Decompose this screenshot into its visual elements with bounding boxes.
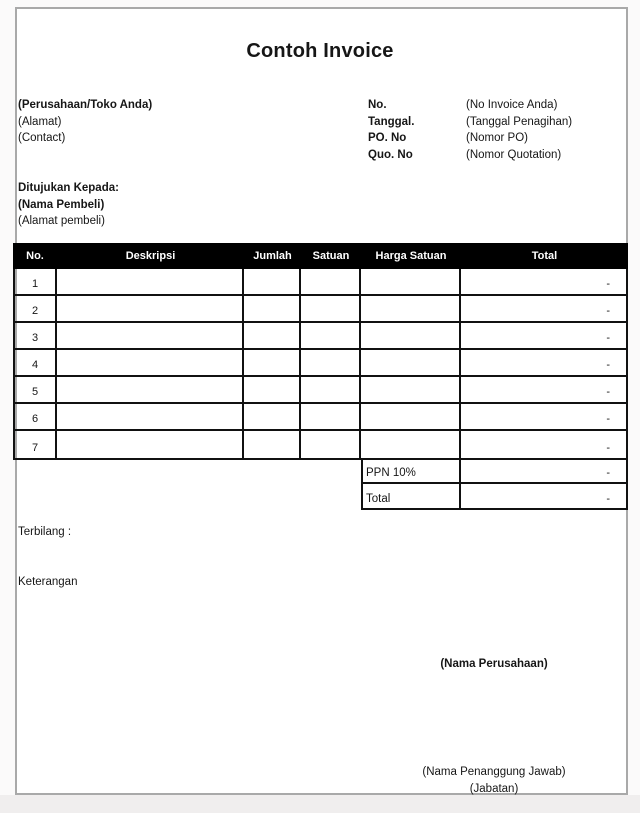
seller-address: (Alamat) — [18, 115, 62, 128]
item-satuan — [301, 296, 361, 321]
signer-name: (Nama Penanggung Jawab) — [422, 766, 566, 778]
seller-block — [18, 97, 152, 147]
item-total: - — [606, 413, 610, 425]
recipient-heading: Ditujukan Kepada: — [18, 182, 119, 194]
items-table-header — [13, 243, 628, 269]
item-total: - — [606, 359, 610, 371]
item-harga-satuan — [361, 269, 461, 294]
item-satuan — [301, 269, 361, 294]
item-total: - — [606, 278, 610, 290]
ppn-value: - — [606, 467, 610, 479]
meta-value-quo-no: (Nomor Quotation) — [466, 148, 562, 161]
item-total: - — [606, 442, 610, 454]
table-row — [15, 350, 626, 377]
signer-block — [374, 764, 614, 797]
recipient-name: (Nama Pembeli) — [18, 198, 105, 211]
item-jumlah — [244, 377, 301, 402]
item-jumlah — [244, 323, 301, 348]
item-harga-satuan — [361, 296, 461, 321]
item-no: 3 — [15, 323, 57, 348]
item-total: - — [606, 332, 610, 344]
item-satuan — [301, 350, 361, 375]
page-title: Contoh Invoice — [246, 40, 394, 62]
meta-value-tanggal: (Tanggal Penagihan) — [466, 115, 573, 128]
item-deskripsi — [57, 296, 244, 321]
item-deskripsi — [57, 377, 244, 402]
terbilang-label: Terbilang : — [18, 526, 72, 538]
item-harga-satuan — [361, 377, 461, 402]
meta-value-no: (No Invoice Anda) — [466, 99, 558, 111]
item-jumlah — [244, 350, 301, 375]
table-row — [15, 404, 626, 431]
item-satuan — [301, 431, 361, 458]
keterangan-label: Keterangan — [18, 576, 78, 588]
item-harga-satuan — [361, 404, 461, 429]
item-jumlah — [244, 431, 301, 458]
company-signature: (Nama Perusahaan) — [440, 658, 548, 670]
header-no: No. — [26, 250, 44, 262]
meta-label-quo-no: Quo. No — [368, 148, 413, 161]
item-deskripsi — [57, 323, 244, 348]
recipient-address: (Alamat pembeli) — [18, 215, 105, 227]
item-deskripsi — [57, 269, 244, 294]
item-no: 6 — [15, 404, 57, 429]
page-bottom-shadow — [0, 795, 640, 813]
header-deskripsi: Deskripsi — [125, 250, 176, 262]
summary-table — [361, 458, 628, 510]
item-no: 1 — [15, 269, 57, 294]
meta-label-po-no: PO. No — [368, 132, 407, 144]
item-deskripsi — [57, 404, 244, 429]
header-jumlah: Jumlah — [253, 250, 292, 262]
meta-value-po-no: (Nomor PO) — [466, 132, 528, 144]
summary-row-ppn — [363, 460, 626, 484]
total-value: - — [606, 493, 610, 505]
item-deskripsi — [57, 350, 244, 375]
header-satuan: Satuan — [312, 250, 350, 262]
items-table — [13, 243, 628, 460]
item-no: 7 — [15, 431, 57, 458]
meta-label-tanggal: Tanggal. — [368, 115, 415, 128]
invoice-meta-block — [368, 97, 572, 163]
header-total: Total — [531, 250, 558, 262]
table-row — [15, 377, 626, 404]
items-table-body — [13, 269, 628, 460]
item-jumlah — [244, 404, 301, 429]
table-row — [15, 431, 626, 458]
item-no: 2 — [15, 296, 57, 321]
table-row — [15, 323, 626, 350]
item-deskripsi — [57, 431, 244, 458]
item-harga-satuan — [361, 350, 461, 375]
table-row — [15, 296, 626, 323]
item-satuan — [301, 377, 361, 402]
item-harga-satuan — [361, 431, 461, 458]
recipient-block — [18, 180, 119, 230]
seller-name: (Perusahaan/Toko Anda) — [18, 99, 153, 111]
item-total: - — [606, 386, 610, 398]
item-harga-satuan — [361, 323, 461, 348]
item-satuan — [301, 323, 361, 348]
total-label: Total — [363, 484, 461, 508]
item-no: 5 — [15, 377, 57, 402]
header-harga-satuan: Harga Satuan — [375, 250, 447, 262]
meta-label-no: No. — [368, 99, 387, 111]
summary-row-total — [363, 484, 626, 508]
item-total: - — [606, 305, 610, 317]
item-satuan — [301, 404, 361, 429]
table-row — [15, 269, 626, 296]
item-no: 4 — [15, 350, 57, 375]
signer-title: (Jabatan) — [469, 782, 519, 795]
item-jumlah — [244, 296, 301, 321]
seller-contact: (Contact) — [18, 132, 66, 144]
item-jumlah — [244, 269, 301, 294]
ppn-label: PPN 10% — [363, 460, 461, 482]
